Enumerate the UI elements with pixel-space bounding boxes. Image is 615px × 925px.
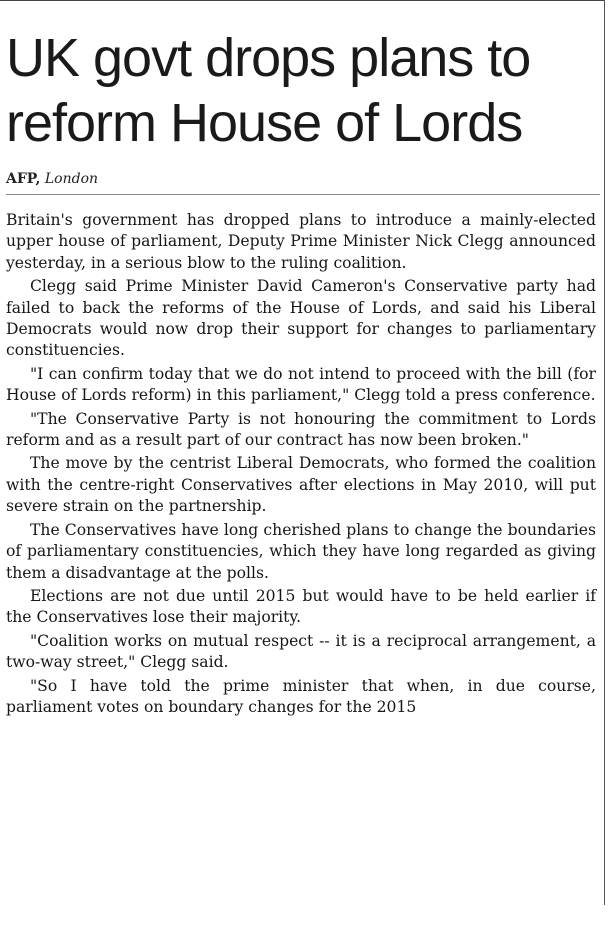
- article-paragraph: "The Conservative Party is not honouring the commitment to Lords reform and as a result part of our contract has now been broken.": [6, 409, 596, 450]
- article-paragraph: "I can confirm today that we do not intend to proceed with the bill (for House of Lords reform) in this parliament," Clegg told a press conference.: [6, 364, 596, 405]
- article-paragraph: The move by the centrist Liberal Democrats, who formed the coalition with the centre-right Conservatives after elections in May 2010, will put severe strain on the partnership.: [6, 454, 596, 516]
- byline-agency: AFP,: [6, 171, 41, 187]
- column-border-rule: [604, 0, 605, 905]
- article-paragraph: The Conservatives have long cherished plans to change the boundaries of parliamentary constituencies, which they have long regarded as giving them a disadvantage at the polls.: [6, 520, 596, 582]
- byline-location: London: [44, 171, 99, 187]
- article-paragraph: Britain's government has dropped plans to introduce a mainly-elected upper house of parliament, Deputy Prime Minister Nick Clegg announced yesterday, in a serious blow to the ruling coalition.: [6, 211, 596, 272]
- byline: [6, 170, 98, 188]
- article-paragraph: Clegg said Prime Minister David Cameron's Conservative party had failed to back the reforms of the House of Lords, and said his Liberal Democrats would now drop their support for changes to parliamentary constituencies.: [6, 277, 596, 360]
- byline-divider: [6, 194, 600, 195]
- headline: UK govt drops plans to reform House of Lords: [6, 28, 531, 153]
- article-body: [6, 210, 596, 720]
- article-paragraph: Elections are not due until 2015 but would have to be held earlier if the Conservatives lose their majority.: [6, 586, 596, 627]
- article-paragraph: "Coalition works on mutual respect -- it is a reciprocal arrangement, a two-way street," Clegg said.: [6, 631, 596, 672]
- article-paragraph: "So I have told the prime minister that when, in due course, parliament votes on boundary changes for the 2015: [6, 676, 596, 716]
- top-border-rule: [0, 0, 605, 1]
